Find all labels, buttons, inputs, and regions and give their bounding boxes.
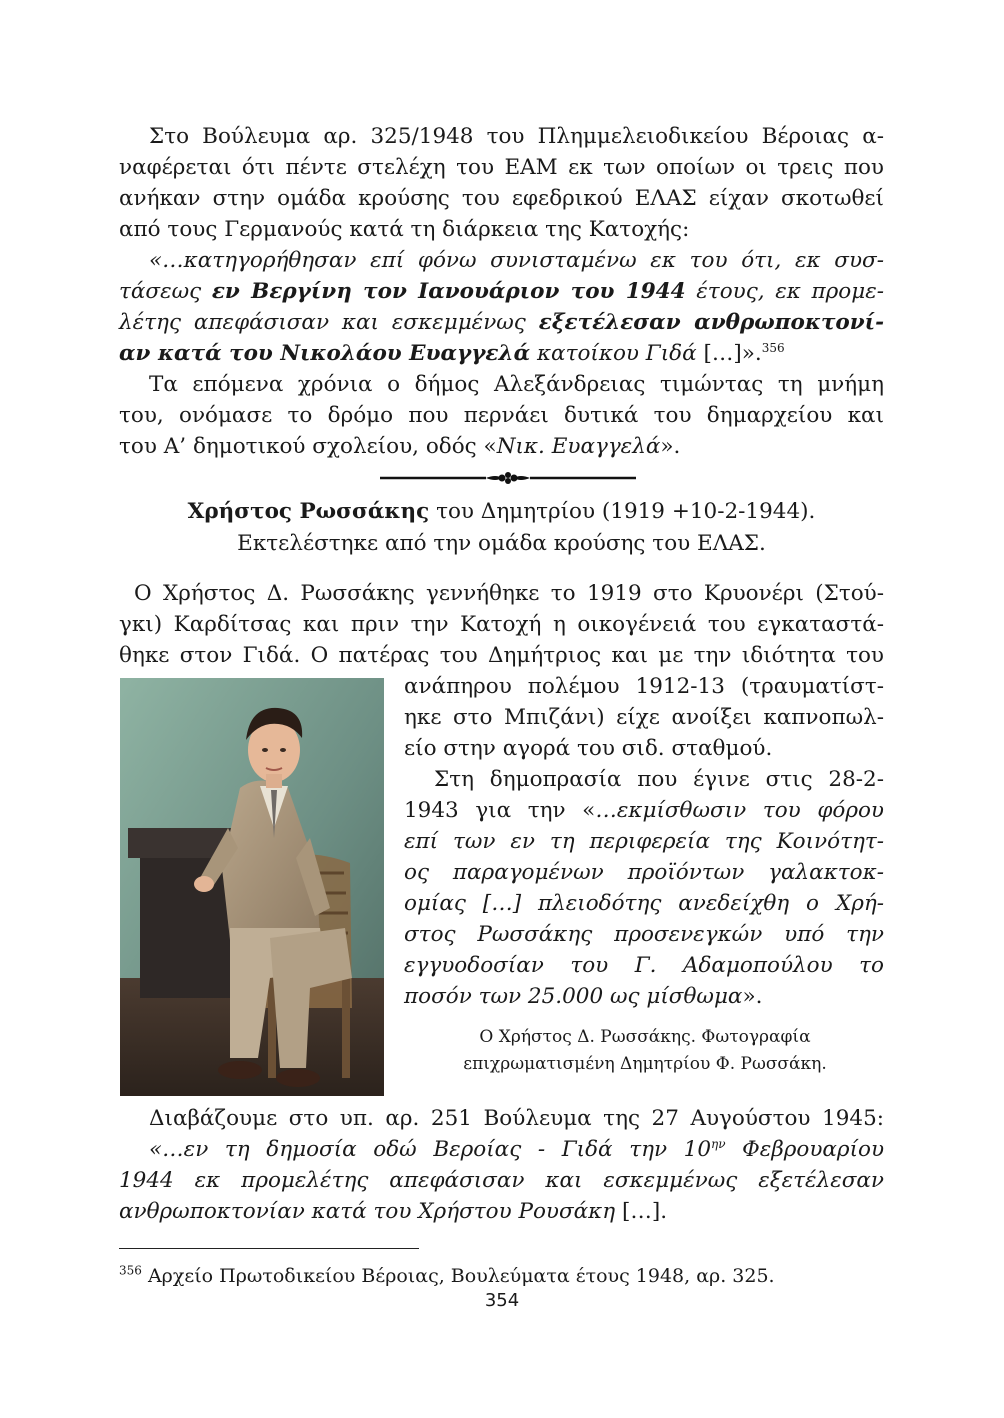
- paragraph-line: Ο Χρήστος Δ. Ρωσσάκης γεννήθηκε το 1919 στο Κρυονέρι (Στού-: [134, 581, 884, 606]
- paragraph-line: είο στην αγορά του σιδ. σταθμού.: [404, 736, 773, 761]
- quote-line: στος Ρωσσάκης προσενεγκών υπό την: [404, 922, 884, 947]
- paragraph-line: ανήκαν στην ομάδα κρούσης του εφεδρικού ΕΛΑΣ είχαν σκοτωθεί: [119, 186, 884, 211]
- quote-line: ος παραγομένων προϊόντων γαλακτοκ-: [404, 860, 884, 885]
- quote-line: επί των εν τη περιφερεία της Κοινότητ-: [404, 829, 884, 854]
- person-name: Χρήστος Ρωσσάκης: [187, 499, 430, 524]
- paragraph-line: Στη δημοπρασία που έγινε στις 28-2-: [434, 767, 884, 792]
- paragraph-line: του, ονόμασε το δρόμο που περνάει δυτικά του δημαρχείου και: [119, 403, 884, 428]
- paragraph-line: του Α’ δημοτικού σχολείου, οδός «Νικ. Ευαγγελά».: [119, 434, 681, 459]
- ornament-divider: [378, 470, 640, 486]
- quote-line: αν κατά του Νικολάου Ευαγγελά κατοίκου Γιδά […]».$^{356}$: [119, 340, 785, 366]
- quote-line: ανθρωποκτονίαν κατά του Χρήστου Ρουσάκη […].: [119, 1199, 668, 1224]
- quote-line: λέτης απεφάσισαν και εσκεμμένως εξετέλεσαν ανθρωποκτονί-: [119, 310, 884, 335]
- paragraph-line: γκι) Καρδίτσας και πριν την Κατοχή η οικογένειά του εγκαταστά-: [119, 612, 884, 637]
- quote-line: εγγυοδοσίαν του Γ. Αδαμοπούλου το: [404, 953, 884, 978]
- paragraph-line: 1943 για την «…εκμίσθωσιν του φόρου: [404, 798, 884, 823]
- paragraph-line: θηκε στον Γιδά. Ο πατέρας του Δημήτριος και με την ιδιότητα του: [119, 643, 884, 668]
- quote-line: «…κατηγορήθησαν επί φόνω συνισταμένω εκ του ότι, εκ συσ-: [149, 248, 884, 273]
- footnote: $^{356}$ Αρχείο Πρωτοδικείου Βέροιας, Βουλεύματα έτους 1948, αρ. 325.: [119, 1263, 775, 1287]
- quote-line: ομίας […] πλειοδότης ανεδείχθη ο Χρή-: [404, 891, 884, 916]
- paragraph-line: ναφέρεται ότι πέντε στελέχη του ΕΑΜ εκ των οποίων οι τρεις που: [119, 155, 884, 180]
- paragraph-line: Διαβάζουμε στο υπ. αρ. 251 Βούλευμα της 27 Αυγούστου 1945:: [149, 1106, 884, 1131]
- paragraph-line: από τους Γερμανούς κατά τη διάρκεια της Κατοχής:: [119, 217, 690, 242]
- quote-line: 1944 εκ προμελέτης απεφάσισαν και εσκεμμένως εξετέλεσαν: [119, 1168, 884, 1193]
- section-heading: Χρήστος Ρωσσάκης του Δημητρίου (1919 +10-2-1944).: [187, 499, 816, 524]
- quote-line: «…εν τη δημοσία οδώ Βεροίας - Γιδά την $10^{\eta\nu}$ Φεβρουαρίου: [149, 1136, 885, 1162]
- section-subtitle: Εκτελέστηκε από την ομάδα κρούσης του ΕΛΑΣ.: [237, 531, 766, 556]
- paragraph-line: ηκε στο Μπιζάνι) είχε ανοίξει καπνοπωλ-: [404, 705, 884, 730]
- footnote-number: 356: [119, 1263, 142, 1278]
- footnote-rule: [119, 1248, 419, 1249]
- photo-caption: Ο Χρήστος Δ. Ρωσσάκης. Φωτογραφία επιχρωματισμένη Δημητρίου Φ. Ρωσσάκη.: [463, 1027, 827, 1074]
- page-number: 354: [484, 1290, 520, 1311]
- paragraph-line: Τα επόμενα χρόνια ο δήμος Αλεξάνδρειας τιμώντας τη μνήμη: [149, 372, 884, 397]
- footnote-ref: 356: [761, 340, 785, 355]
- portrait-photo: [120, 678, 384, 1096]
- quote-line: τάσεως εν Βεργίνη τον Ιανουάριον του 1944 έτους, εκ προμε-: [119, 279, 885, 304]
- quote-line: ποσόν των 25.000 ως μίσθωμα».: [404, 984, 763, 1009]
- paragraph-line: Στο Βούλευμα αρ. 325/1948 του Πλημμελειοδικείου Βέροιας α-: [149, 124, 884, 149]
- paragraph-line: ανάπηρου πολέμου 1912-13 (τραυματίστ-: [404, 674, 884, 699]
